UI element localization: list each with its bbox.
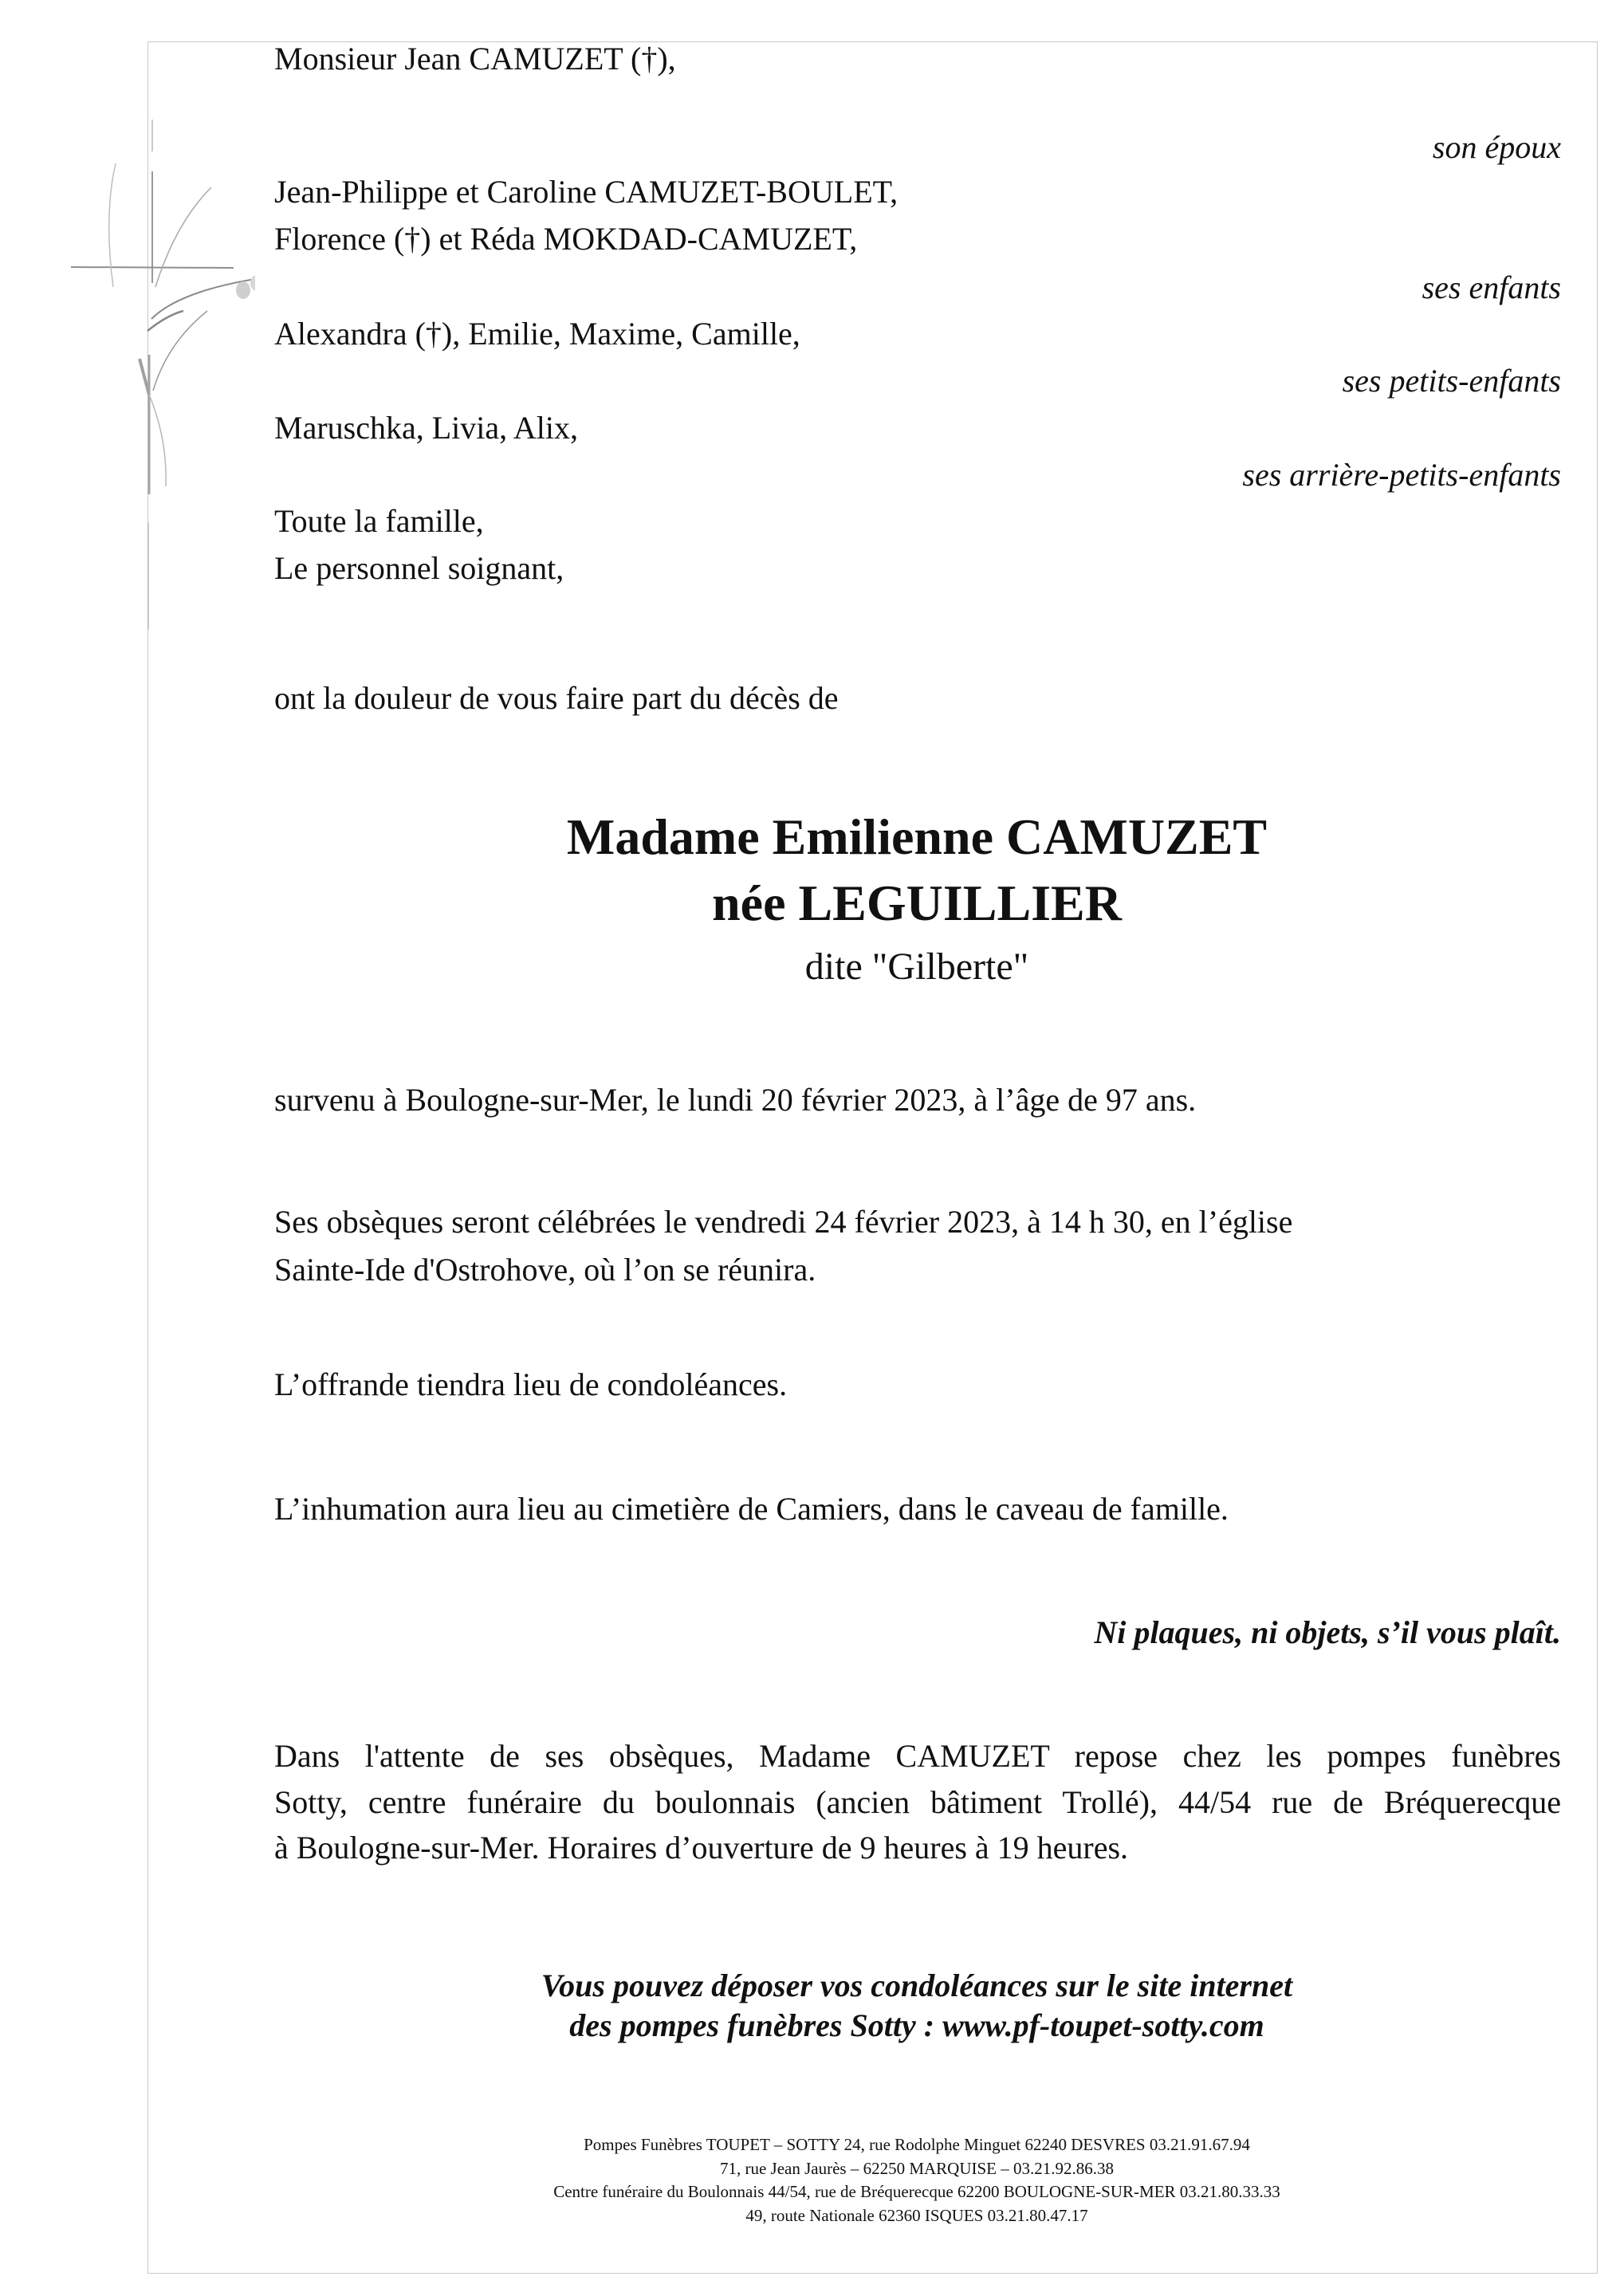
rest-info-line: Dans l'attente de ses obsèques, Madame CAMUZET repose chez les pompes funèbres [274, 1738, 1561, 1774]
footer-address-line: Pompes Funèbres TOUPET – SOTTY 24, rue Rodolphe Minguet 62240 DESVRES 03.21.91.67.94 [584, 2135, 1250, 2154]
rest-info-line: à Boulogne-sur-Mer. Horaires d’ouverture de 9 heures à 19 heures. [274, 1830, 1129, 1866]
funeral-info-line: Ses obsèques seront célébrées le vendredi 24 février 2023, à 14 h 30, en l’église [274, 1204, 1293, 1240]
family-spouse-name: Monsieur Jean CAMUZET (†), [274, 41, 676, 77]
family-other: Le personnel soignant, [274, 550, 564, 586]
rest-info-line: Sotty, centre funéraire du boulonnais (ancien bâtiment Trollé), 44/54 rue de Bréquerecque [274, 1783, 1561, 1820]
condolences-website-line: des pompes funèbres Sotty : www.pf-toupet-sotty.com [569, 2007, 1264, 2043]
condolences-line: Vous pouvez déposer vos condoléances sur le site internet [541, 1968, 1293, 2003]
funeral-home-footer [553, 2133, 1280, 2227]
footer-address-line: Centre funéraire du Boulonnais 44/54, rue de Bréquerecque 62200 BOULOGNE-SUR-MER 03.21.80.33.33 [553, 2182, 1280, 2201]
relation-spouse: son époux [1432, 129, 1561, 165]
deceased-name: Madame Emilienne CAMUZET [566, 808, 1268, 865]
footer-address-line: 49, route Nationale 62360 ISQUES 03.21.80.47.17 [745, 2205, 1088, 2225]
cross-lily-decoration-icon [48, 120, 255, 630]
family-grandchildren-names: Alexandra (†), Emilie, Maxime, Camille, [274, 316, 800, 352]
funeral-info-line: Sainte-Ide d'Ostrohove, où l’on se réunira. [274, 1252, 816, 1288]
no-plaques-notice: Ni plaques, ni objets, s’il vous plaît. [1094, 1614, 1561, 1650]
deceased-maiden-name: née LEGUILLIER [712, 875, 1122, 931]
relation-great-grandchildren: ses arrière-petits-enfants [1242, 457, 1561, 493]
family-other: Toute la famille, [274, 503, 484, 539]
burial-info: L’inhumation aura lieu au cimetière de Camiers, dans le caveau de famille. [274, 1491, 1229, 1527]
family-child-name: Jean-Philippe et Caroline CAMUZET-BOULET, [274, 174, 899, 210]
family-child-name: Florence (†) et Réda MOKDAD-CAMUZET, [274, 221, 858, 257]
relation-grandchildren: ses petits-enfants [1342, 363, 1561, 399]
death-info: survenu à Boulogne-sur-Mer, le lundi 20 février 2023, à l’âge de 97 ans. [274, 1082, 1197, 1118]
relation-children: ses enfants [1421, 269, 1561, 305]
footer-address-line: 71, rue Jean Jaurès – 62250 MARQUISE – 03.21.92.86.38 [719, 2158, 1115, 2178]
offering-info: L’offrande tiendra lieu de condoléances. [274, 1366, 788, 1402]
rest-info-paragraph [274, 1733, 1561, 1871]
deceased-nickname: dite "Gilberte" [804, 946, 1029, 988]
family-great-grandchildren-names: Maruschka, Livia, Alix, [274, 410, 579, 446]
announcement-text: ont la douleur de vous faire part du décès de [274, 680, 839, 716]
